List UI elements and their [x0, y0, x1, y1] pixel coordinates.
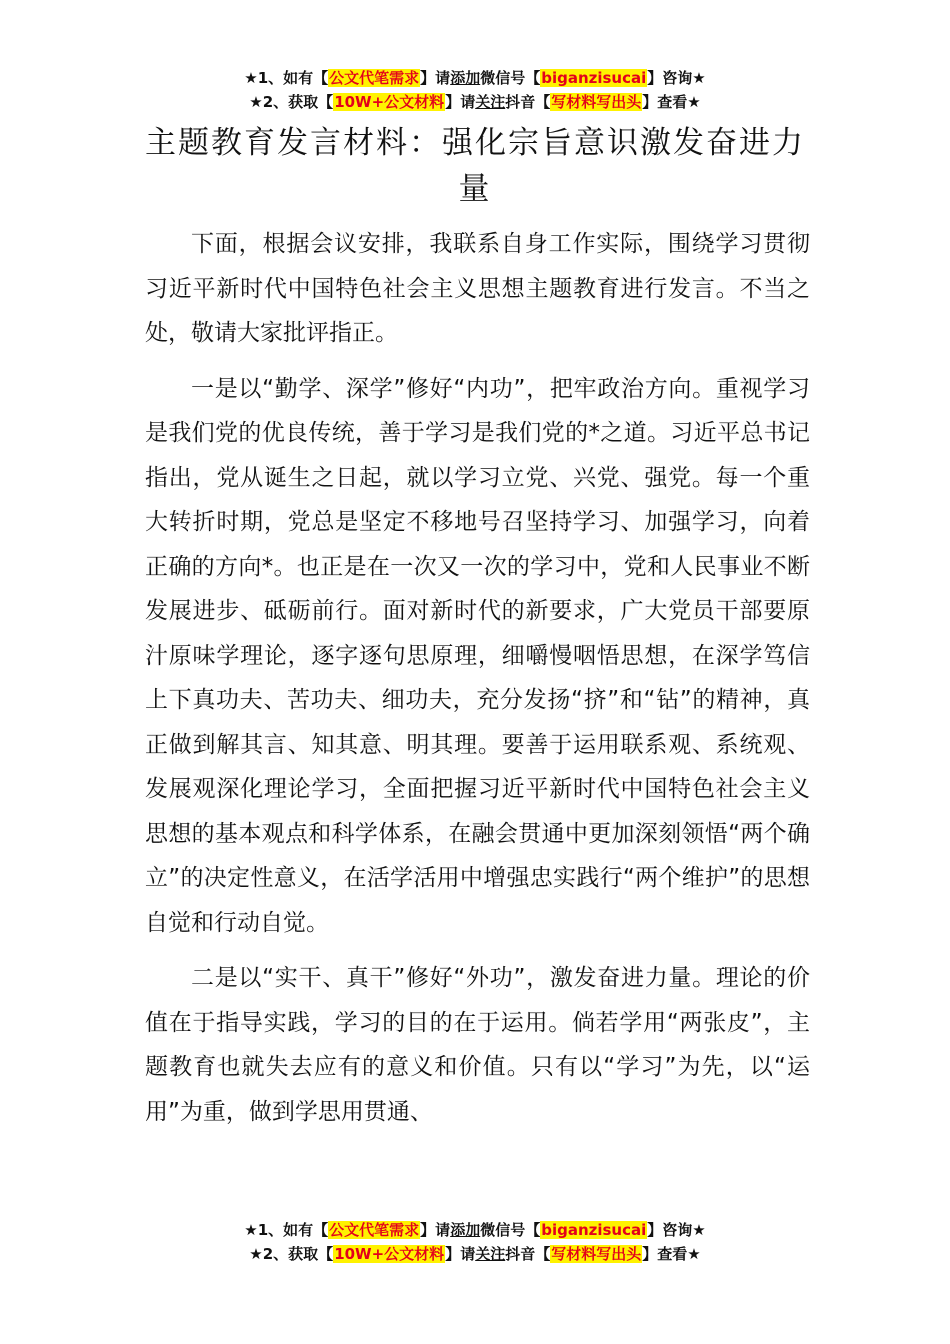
footer-promo-banner — [0, 1218, 950, 1266]
promo-highlight-service: 公文代笔需求 — [329, 1221, 420, 1239]
promo-line-2-suffix: 】查看★ — [642, 1245, 701, 1263]
document-body — [145, 222, 810, 1145]
promo-line-2-mid: 】请 — [445, 1245, 476, 1263]
promo-line-1-mid2: 微信号【 — [480, 1221, 541, 1239]
promo-line-2 — [0, 90, 950, 114]
promo-line-2-mid2: 抖音【 — [505, 93, 551, 111]
promo-line-1 — [0, 66, 950, 90]
promo-line-2-prefix: ★2、获取【 — [249, 1245, 334, 1263]
document-title: 主题教育发言材料：强化宗旨意识激发奋进力量 — [145, 125, 805, 207]
promo-line-1 — [0, 1218, 950, 1242]
promo-line-1-prefix: ★1、如有【 — [244, 69, 329, 87]
paragraph-point-one: 一是以“勤学、深学”修好“内功”，把牢政治方向。重视学习是我们党的优良传统，善于学习是我们党的*之道。习近平总书记指出，党从诞生之日起，就以学习立党、兴党、强党。每一个重大转折时期，党总是坚定不移地号召坚持学习、加强学习，向着正确的方向*。也正是在一次又一次的学习中，党和人民事业不断发展进步、砥砺前行。面对新时代的新要求，广大党员干部要原汁原味学理论，逐字逐句思原理，细嚼慢咽悟思想，在深学笃信上下真功夫、苦功夫、细功夫，充分发扬“挤”和“钻”的精神，真正做到解其言、知其意、明其理。要善于运用联系观、系统观、发展观深化理论学习，全面把握习近平新时代中国特色社会主义思想的基本观点和科学体系，在融会贯通中更加深刻领悟“两个确立”的决定性意义，在活学活用中增强忠实践行“两个维护”的思想自觉和行动自觉。 — [145, 375, 810, 936]
promo-line-2-prefix: ★2、获取【 — [249, 93, 334, 111]
promo-line-2-mid2: 抖音【 — [505, 1245, 551, 1263]
promo-line-2-mid: 】请 — [445, 93, 476, 111]
promo-line-1-prefix: ★1、如有【 — [244, 1221, 329, 1239]
promo-emphasis-follow: 关注 — [475, 93, 506, 111]
promo-emphasis-add: 添加 — [450, 1221, 481, 1239]
promo-highlight-materials: 10W+公文材料 — [334, 93, 445, 111]
promo-line-2-suffix: 】查看★ — [642, 93, 701, 111]
promo-highlight-wechat-id: biganzisucai — [541, 1221, 647, 1239]
paragraph-point-two: 二是以“实干、真干”修好“外功”，激发奋进力量。理论的价值在于指导实践，学习的目的在于运用。倘若学用“两张皮”，主题教育也就失去应有的意义和价值。只有以“学习”为先，以“运用”为重，做到学思用贯通、 — [145, 965, 810, 1125]
header-promo-banner — [0, 66, 950, 114]
promo-line-1-suffix: 】咨询★ — [647, 69, 706, 87]
promo-line-2 — [0, 1242, 950, 1266]
promo-highlight-wechat-id: biganzisucai — [541, 69, 647, 87]
promo-highlight-service: 公文代笔需求 — [329, 69, 420, 87]
promo-highlight-materials: 10W+公文材料 — [334, 1245, 445, 1263]
promo-line-1-mid: 】请 — [420, 69, 451, 87]
promo-highlight-douyin-account: 写材料写出头 — [551, 93, 642, 111]
paragraph-intro: 下面，根据会议安排，我联系自身工作实际，围绕学习贯彻习近平新时代中国特色社会主义思想主题教育进行发言。不当之处，敬请大家批评指正。 — [145, 231, 810, 346]
promo-highlight-douyin-account: 写材料写出头 — [551, 1245, 642, 1263]
promo-emphasis-add: 添加 — [450, 69, 481, 87]
promo-line-1-suffix: 】咨询★ — [647, 1221, 706, 1239]
promo-line-1-mid: 】请 — [420, 1221, 451, 1239]
promo-emphasis-follow: 关注 — [475, 1245, 506, 1263]
promo-line-1-mid2: 微信号【 — [480, 69, 541, 87]
